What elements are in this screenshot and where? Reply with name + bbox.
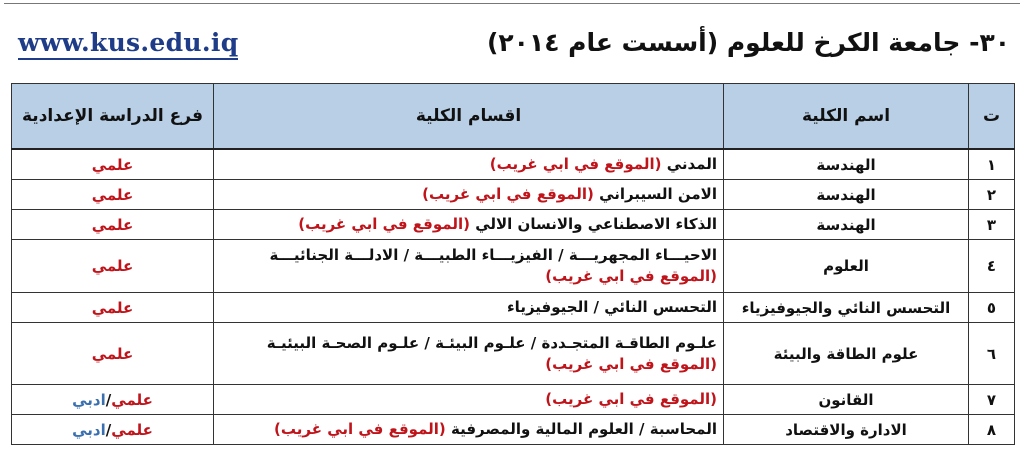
table-row bbox=[12, 415, 1015, 445]
college-name: القانون bbox=[724, 385, 969, 415]
branch-cell bbox=[12, 323, 214, 385]
departments-text: الامن السيبراني bbox=[599, 185, 717, 203]
table-row bbox=[12, 240, 1015, 293]
departments-text: الذكاء الاصطناعي والانسان الالي bbox=[475, 215, 717, 233]
location-note: (الموقع في ابي غريب) bbox=[545, 267, 717, 285]
table-row bbox=[12, 149, 1015, 180]
departments-cell bbox=[214, 415, 724, 445]
college-name: الهندسة bbox=[724, 180, 969, 210]
top-divider bbox=[4, 3, 1020, 4]
branch-scientific: علمي bbox=[91, 185, 134, 204]
college-name: التحسس النائي والجيوفيزياء bbox=[724, 293, 969, 323]
table-row bbox=[12, 180, 1015, 210]
table-row bbox=[12, 210, 1015, 240]
row-number: ٤ bbox=[969, 240, 1015, 293]
college-name: العلوم bbox=[724, 240, 969, 293]
college-name: علوم الطاقة والبيئة bbox=[724, 323, 969, 385]
branch-scientific: علمي bbox=[91, 215, 134, 234]
branch-cell bbox=[12, 293, 214, 323]
header-departments: اقسام الكلية bbox=[214, 84, 724, 150]
location-note: (الموقع في ابي غريب) bbox=[545, 390, 717, 408]
row-number: ٧ bbox=[969, 385, 1015, 415]
branch-cell: علمي/ادبي bbox=[12, 415, 214, 445]
row-number: ٢ bbox=[969, 180, 1015, 210]
table-row bbox=[12, 385, 1015, 415]
colleges-table bbox=[11, 83, 1015, 445]
table-header-row bbox=[12, 84, 1015, 150]
location-note: (الموقع في ابي غريب) bbox=[489, 155, 662, 173]
departments-cell bbox=[214, 323, 724, 385]
location-note: (الموقع في ابي غريب) bbox=[274, 420, 446, 438]
college-name: الادارة والاقتصاد bbox=[724, 415, 969, 445]
table-row bbox=[12, 293, 1015, 323]
college-name: الهندسة bbox=[724, 210, 969, 240]
departments-cell bbox=[214, 210, 724, 240]
branch-scientific: علمي bbox=[91, 257, 134, 275]
row-number: ٦ bbox=[969, 323, 1015, 385]
row-number: ٨ bbox=[969, 415, 1015, 445]
table-row bbox=[12, 323, 1015, 385]
header-num: ت bbox=[969, 84, 1015, 150]
departments-cell bbox=[214, 240, 724, 293]
row-number: ٥ bbox=[969, 293, 1015, 323]
branch-cell bbox=[12, 210, 214, 240]
departments-text: المدني bbox=[666, 155, 717, 173]
row-number: ٣ bbox=[969, 210, 1015, 240]
branch-cell: علمي/ادبي bbox=[12, 385, 214, 415]
row-number: ١ bbox=[969, 149, 1015, 180]
branch-cell bbox=[12, 180, 214, 210]
departments-cell bbox=[214, 385, 724, 415]
departments-text: علـوم الطاقـة المتجـددة / علـوم البيئـة / علـوم الصحـة البيئيـة bbox=[266, 333, 717, 352]
branch-scientific: علمي bbox=[111, 390, 153, 409]
departments-text: الاحيـــاء المجهريـــة / الفيزيـــاء الطبيـــة / الادلـــة الجنائيـــة bbox=[269, 246, 717, 264]
branch-scientific: علمي bbox=[91, 155, 134, 174]
departments-text: التحسس النائي / الجيوفيزياء bbox=[507, 298, 717, 316]
departments-cell bbox=[214, 180, 724, 210]
branch-scientific: علمي bbox=[91, 298, 134, 317]
branch-cell bbox=[12, 240, 214, 293]
branch-literary: ادبي bbox=[72, 420, 106, 439]
branch-scientific: علمي bbox=[111, 420, 153, 439]
location-note: (الموقع في ابي غريب) bbox=[422, 185, 594, 203]
location-note: (الموقع في ابي غريب) bbox=[298, 215, 470, 233]
departments-cell bbox=[214, 293, 724, 323]
location-note: (الموقع في ابي غريب) bbox=[545, 354, 717, 373]
branch-cell bbox=[12, 149, 214, 180]
branch-scientific: علمي bbox=[91, 344, 134, 363]
college-name: الهندسة bbox=[724, 149, 969, 180]
branch-literary: ادبي bbox=[72, 390, 106, 409]
page-title: ٣٠- جامعة الكرخ للعلوم (أسست عام ٢٠١٤) bbox=[486, 28, 1010, 57]
header-branch: فرع الدراسة الإعدادية bbox=[12, 84, 214, 150]
departments-text: المحاسبة / العلوم المالية والمصرفية bbox=[451, 420, 717, 438]
departments-cell bbox=[214, 149, 724, 180]
university-website-link[interactable]: www.kus.edu.iq bbox=[18, 28, 238, 60]
header-college: اسم الكلية bbox=[724, 84, 969, 150]
